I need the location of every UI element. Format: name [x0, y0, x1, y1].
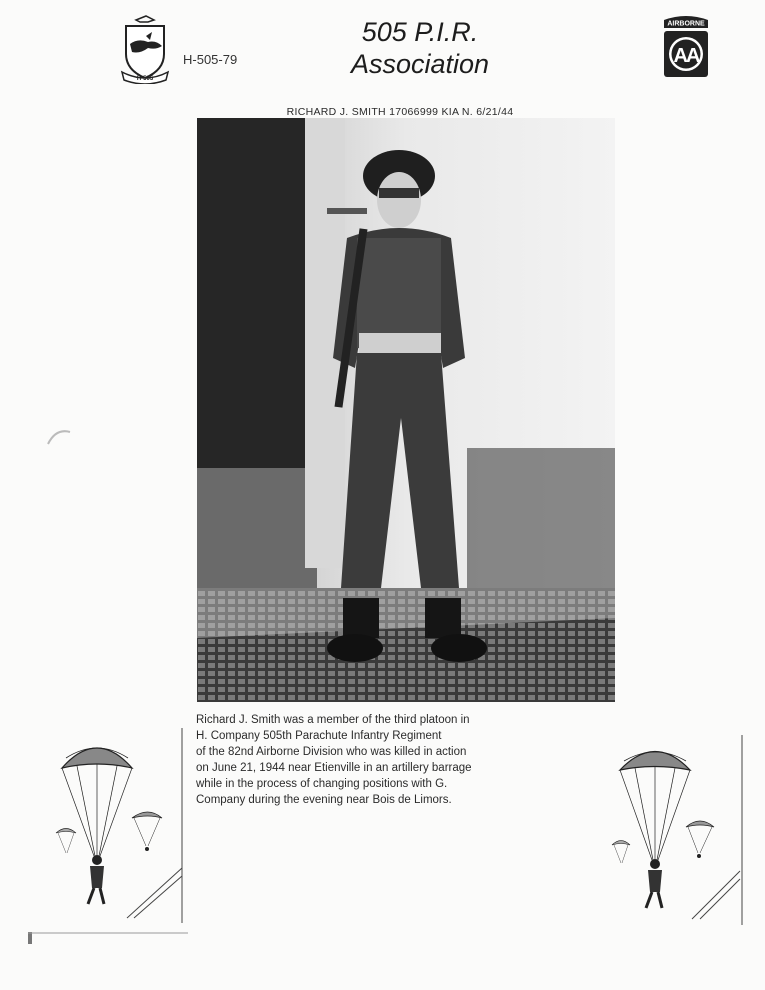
- title-line-2: Association: [350, 49, 490, 79]
- bio-line: while in the process of changing positions with G.: [196, 778, 448, 790]
- crest-banner-text: H-505: [136, 76, 154, 82]
- document-code: H-505-79: [183, 52, 238, 67]
- regiment-crest-logo: [118, 14, 172, 84]
- bio-line: Richard J. Smith was a member of the third platoon in: [196, 714, 470, 726]
- insignia-tab-text: AIRBORNE: [667, 20, 705, 28]
- scan-edge-mark: [28, 930, 188, 944]
- title-line-1: 505 P.I.R.: [361, 17, 479, 47]
- photo-caption: RICHARD J. SMITH 17066999 KIA N. 6/21/44: [286, 106, 514, 118]
- soldier-photograph: [197, 118, 615, 702]
- parachutist-illustration-left: [42, 728, 187, 923]
- bio-line: Company during the evening near Bois de Limors.: [196, 794, 452, 806]
- page-title: [330, 16, 510, 80]
- bio-line: on June 21, 1944 near Etienville in an artillery barrage: [196, 762, 472, 774]
- bio-line: of the 82nd Airborne Division who was killed in action: [196, 746, 467, 758]
- bio-line: H. Company 505th Parachute Infantry Regiment: [196, 730, 442, 742]
- punch-hole-mark: [44, 422, 74, 452]
- insignia-letters: AA: [673, 45, 699, 67]
- airborne-insignia-logo: [660, 12, 712, 80]
- biography-text: [196, 712, 596, 808]
- parachutist-illustration-right: [600, 735, 745, 925]
